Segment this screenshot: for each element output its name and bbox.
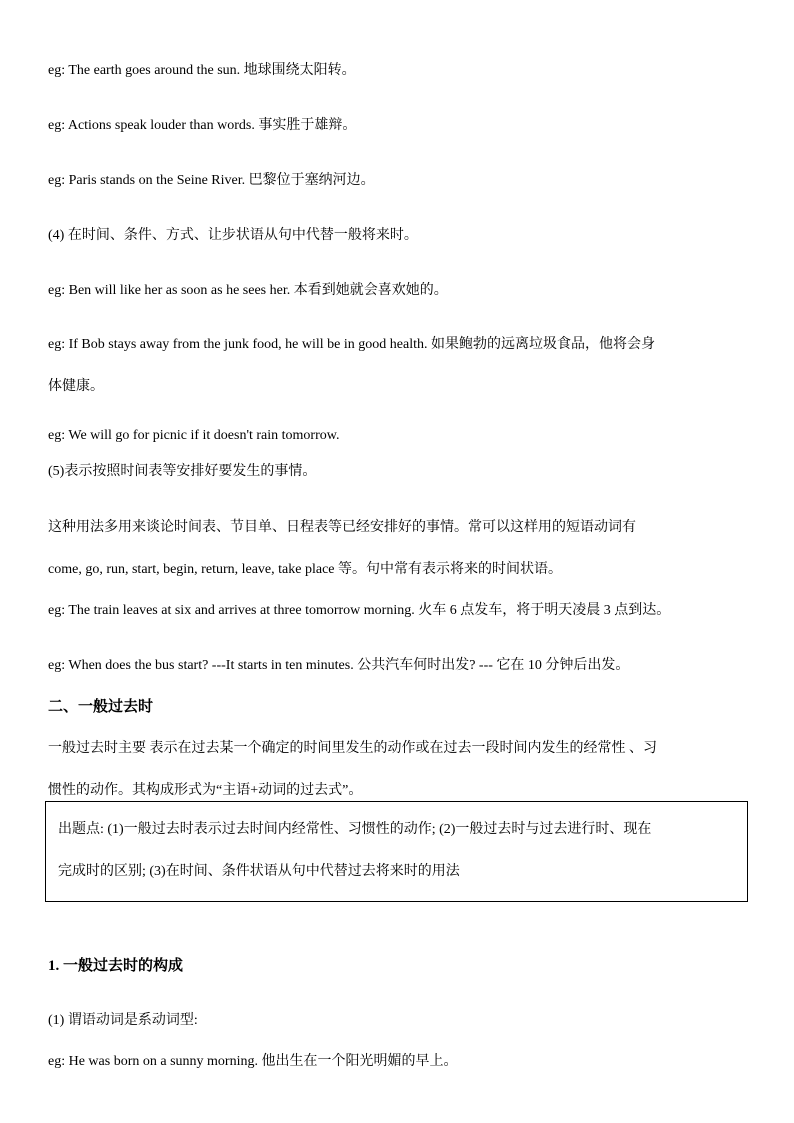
example-line: eg: Ben will like her as soon as he sees her. 本看到她就会喜欢她的。 (48, 283, 448, 298)
example-line: eg: The earth goes around the sun. 地球围绕太阳转。 (48, 63, 356, 78)
example-line: eg: He was born on a sunny morning. 他出生在一个阳光明媚的早上。 (48, 1054, 458, 1069)
rule-line: (4) 在时间、条件、方式、让步状语从句中代替一般将来时。 (48, 228, 418, 243)
example-line: eg: If Bob stays away from the junk food, he will be in good health. 如果鲍勃的远离垃圾食品，他将会身 (48, 337, 655, 352)
section-intro-line: 惯性的动作。其构成形式为“主语+动词的过去式”。 (48, 783, 363, 798)
example-line: eg: We will go for picnic if it doesn't rain tomorrow. (48, 428, 340, 443)
paragraph-line: 这种用法多用来谈论时间表、节目单、日程表等已经安排好的事情。常可以这样用的短语动词有 (48, 520, 636, 535)
subheading: 1. 一般过去时的构成 (48, 958, 184, 974)
example-line: eg: When does the bus start? ---It starts in ten minutes. 公共汽车何时出发? --- 它在 10 分钟后出发。 (48, 658, 630, 673)
example-line: eg: The train leaves at six and arrives at three tomorrow morning. 火车 6 点发车，将于明天凌晨 3 点到达。 (48, 603, 671, 618)
rule-line: (5)表示按照时间表等安排好要发生的事情。 (48, 464, 317, 479)
exam-points-line: 完成时的区别; (3)在时间、条件状语从句中代替过去将来时的用法 (58, 864, 460, 879)
paragraph-line: come, go, run, start, begin, return, leave, take place 等。句中常有表示将来的时间状语。 (48, 562, 562, 577)
rule-line: (1) 谓语动词是系动词型: (48, 1013, 198, 1028)
exam-points-line: 出题点: (1)一般过去时表示过去时间内经常性、习惯性的动作; (2)一般过去时与过去进行时、现在 (58, 822, 652, 837)
example-line: eg: Paris stands on the Seine River. 巴黎位于塞纳河边。 (48, 173, 375, 188)
example-line-continued: 体健康。 (48, 379, 104, 394)
section-intro-line: 一般过去时主要 表示在过去某一个确定的时间里发生的动作或在过去一段时间内发生的经常性 、习 (48, 741, 657, 756)
section-heading: 二、一般过去时 (48, 699, 154, 715)
example-line: eg: Actions speak louder than words. 事实胜于雄辩。 (48, 118, 357, 133)
exam-points-box (45, 801, 748, 902)
